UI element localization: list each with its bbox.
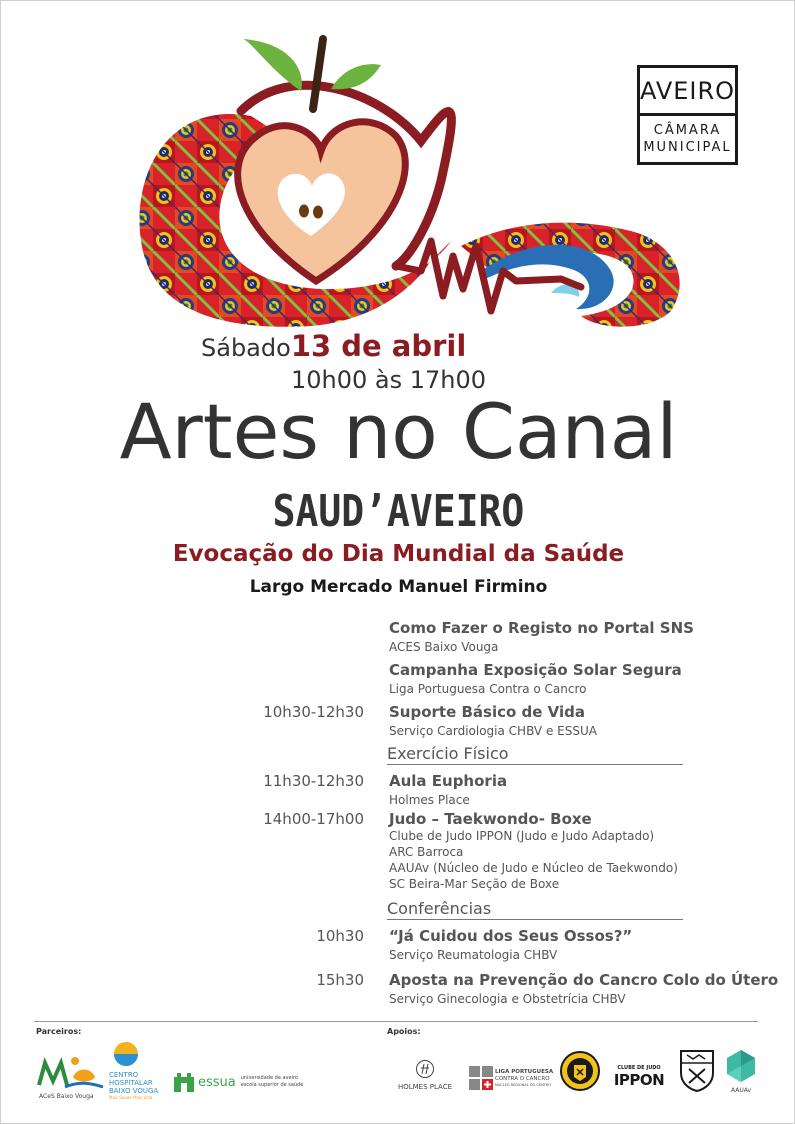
lpcc-logo: [469, 1063, 555, 1093]
schedule-activity: Campanha Exposição Solar Segura: [389, 661, 682, 679]
arc-barroca-shield-icon: [679, 1049, 715, 1093]
ippon-logo: [607, 1065, 671, 1093]
aauav-logo: [721, 1049, 761, 1097]
essua-text: essua: [198, 1074, 236, 1090]
chbv-logo: [109, 1041, 171, 1101]
holmes-place-logo: [387, 1059, 463, 1099]
schedule-activity: “Já Cuidou dos Seus Ossos?”: [389, 927, 633, 945]
aauav-text: AAUAv: [730, 1087, 752, 1094]
footer-divider: [34, 1021, 758, 1022]
chbv-text-4: Mais Saúde Mais Vida: [109, 1095, 153, 1100]
chbv-text-1: CENTRO: [109, 1071, 139, 1079]
ippon-text: IPPON: [613, 1071, 665, 1089]
schedule-organizer: SC Beira-Mar Seção de Boxe: [389, 877, 560, 891]
supports-label: Apoios:: [387, 1027, 421, 1036]
partners-label: Parceiros:: [36, 1027, 82, 1036]
event-day: Sábado: [201, 334, 291, 362]
schedule-organizer: Clube de Judo IPPON (Judo e Judo Adaptado): [389, 829, 655, 843]
logo-camara-text: CÂMARA: [653, 123, 722, 138]
schedule-organizer: Serviço Reumatologia CHBV: [389, 948, 558, 962]
chbv-text-3: BAIXO VOUGA: [109, 1087, 159, 1095]
event-evocation: Evocação do Dia Mundial da Saúde: [172, 541, 625, 567]
holmes-place-text: HOLMES PLACE: [397, 1083, 453, 1091]
section-heading-exercicio: Exercício Físico: [387, 744, 683, 765]
logo-camara-block: [640, 116, 735, 162]
beira-mar-crest-icon: [560, 1049, 600, 1093]
essua-subtext-2: escola superior de saúde: [240, 1082, 304, 1088]
schedule-time: 10h30-12h30: [263, 703, 364, 721]
apple-heart-illustration: [131, 31, 691, 341]
schedule-organizer: Liga Portuguesa Contra o Cancro: [389, 682, 587, 696]
schedule-organizer: Serviço Ginecologia e Obstetrícia CHBV: [389, 992, 626, 1006]
schedule-organizer: Holmes Place: [389, 793, 470, 807]
ippon-small-text: CLUBE DE JUDO: [617, 1065, 661, 1071]
chbv-text-2: HOSPITALAR: [109, 1079, 153, 1087]
event-subtitle: SAUD’AVEIRO: [272, 485, 525, 537]
aces-baixo-vouga-logo: [35, 1053, 105, 1099]
schedule-organizer: ARC Barroca: [389, 845, 464, 859]
schedule-activity: Aula Euphoria: [389, 772, 508, 790]
essua-subtext: [241, 1075, 304, 1089]
holmes-place-icon: [415, 1059, 435, 1079]
event-hours: 10h00 às 17h00: [291, 366, 487, 394]
schedule-time: 14h00-17h00: [263, 810, 364, 828]
chbv-logo-icon: [113, 1041, 139, 1067]
schedule-activity: Aposta na Prevenção do Cancro Colo do Útero: [389, 971, 779, 989]
lpcc-icon: [469, 1066, 493, 1090]
aces-logo-text: ACeS Baixo Vouga: [39, 1093, 94, 1100]
event-date: 13 de abril: [290, 329, 467, 363]
essua-logo-icon: [173, 1071, 195, 1093]
camara-municipal-aveiro-logo: [637, 65, 738, 165]
aauav-icon: [724, 1049, 758, 1083]
aces-logo-icon: [35, 1053, 105, 1089]
lpcc-text-2: CONTRA O CANCRO: [495, 1075, 550, 1082]
lpcc-text: [495, 1069, 553, 1088]
schedule-activity: Como Fazer o Registo no Portal SNS: [389, 619, 694, 637]
event-date-line: [201, 329, 501, 363]
schedule-organizer: ACES Baixo Vouga: [389, 640, 499, 654]
schedule-organizer: AAUAv (Núcleo de Judo e Núcleo de Taekwondo): [389, 861, 678, 875]
schedule-time: 15h30: [316, 971, 364, 989]
schedule-time: 10h30: [316, 927, 364, 945]
logo-aveiro-text: AVEIRO: [640, 68, 735, 116]
schedule-organizer: Serviço Cardiologia CHBV e ESSUA: [389, 724, 597, 738]
lpcc-text-1: LIGA PORTUGUESA: [495, 1068, 554, 1075]
logo-municipal-text: MUNICIPAL: [643, 140, 732, 155]
lpcc-text-3: NÚCLEO REGIONAL DO CENTRO: [495, 1082, 552, 1087]
schedule-time: 11h30-12h30: [263, 772, 364, 790]
section-heading-conferencias: Conferências: [387, 899, 683, 920]
schedule-activity: Judo – Taekwondo- Boxe: [389, 810, 592, 828]
essua-logo: [173, 1069, 323, 1095]
event-venue: Largo Mercado Manuel Firmino: [249, 577, 548, 597]
schedule-activity: Suporte Básico de Vida: [389, 703, 586, 721]
essua-subtext-1: universidade de aveiro: [240, 1075, 298, 1081]
event-title: Artes no Canal: [119, 387, 678, 476]
